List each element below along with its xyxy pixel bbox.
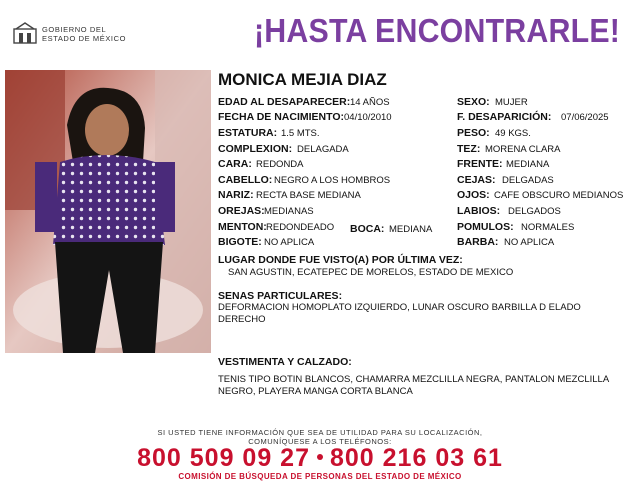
mouth-label: BOCA:: [350, 223, 385, 235]
cheekbones-label: POMULOS:: [457, 221, 514, 233]
sex-label: SEXO:: [457, 96, 490, 108]
birthdate-value: 04/10/2010: [344, 112, 392, 123]
page-title: ¡HASTA ENCONTRARLE!: [254, 12, 621, 49]
build-label: COMPLEXION:: [218, 143, 293, 155]
nose-value: RECTA BASE MEDIANA: [256, 190, 361, 201]
phone-number-2[interactable]: 800 216 03 61: [330, 444, 503, 472]
mouth-value: MEDIANA: [389, 224, 433, 235]
hair-label: CABELLO:: [218, 174, 273, 186]
clothing-value: TENIS TIPO BOTIN BLANCOS, CHAMARRA MEZCLILLA NEGRA, PANTALON MEZCLILLA NEGRO, PLAYERA MANGA CORTA BLANCA: [218, 374, 609, 397]
eyes-label: OJOS:: [457, 189, 490, 201]
complexion-tone-label: TEZ:: [457, 143, 481, 155]
distinguishing-marks-label: SENAS PARTICULARES:: [218, 290, 343, 302]
weight-label: PESO:: [457, 127, 490, 139]
ears-label: OREJAS:: [218, 205, 265, 217]
weight-value: 49 KGS.: [495, 128, 531, 139]
age-label: EDAD AL DESAPARECER:: [218, 96, 351, 108]
government-name-line1: GOBIERNO DEL: [42, 25, 107, 34]
last-seen-label: LUGAR DONDE FUE VISTO(A) POR ÚLTIMA VEZ:: [218, 254, 463, 266]
height-label: ESTATURA:: [218, 127, 278, 139]
clothing-label: VESTIMENTA Y CALZADO:: [218, 356, 352, 368]
face-value: REDONDA: [256, 159, 304, 170]
government-name-line2: ESTADO DE MÉXICO: [42, 34, 127, 43]
separator-dot-icon: [317, 454, 323, 460]
complexion-tone-value: MORENA CLARA: [485, 144, 561, 155]
forehead-label: FRENTE:: [457, 158, 503, 170]
commission-name: COMISIÓN DE BÚSQUEDA DE PERSONAS DEL ESTADO DE MÉXICO: [178, 472, 462, 481]
distinguishing-marks-value: DEFORMACION HOMOPLATO IZQUIERDO, LUNAR OSCURO BARBILLA D ELADO DERECHO: [218, 302, 581, 325]
ears-value: MEDIANAS: [264, 206, 314, 217]
eyes-value: CAFE OBSCURO MEDIANOS: [494, 190, 624, 201]
cheekbones-value: NORMALES: [521, 222, 575, 233]
lips-label: LABIOS:: [457, 205, 501, 217]
phone-numbers: [0, 444, 640, 473]
forehead-value: MEDIANA: [506, 159, 550, 170]
beard-label: BARBA:: [457, 236, 499, 248]
beard-value: NO APLICA: [504, 237, 555, 248]
height-value: 1.5 MTS.: [281, 128, 320, 139]
eyebrows-label: CEJAS:: [457, 174, 496, 186]
last-seen-value: SAN AGUSTIN, ECATEPEC DE MORELOS, ESTADO DE MEXICO: [228, 267, 514, 278]
birthdate-label: FECHA DE NACIMIENTO:: [218, 111, 344, 123]
sex-value: MUJER: [495, 97, 528, 108]
disappearance-date-value: 07/06/2025: [561, 112, 609, 123]
phone-number-1[interactable]: 800 509 09 27: [137, 444, 310, 472]
chin-label: MENTON:: [218, 221, 267, 233]
missing-person-photo: [5, 70, 211, 353]
disappearance-date-label: F. DESAPARICIÓN:: [457, 111, 552, 123]
person-name: MONICA MEJIA DIAZ: [218, 70, 387, 89]
contact-info-line1: SI USTED TIENE INFORMACIÓN QUE SEA DE UTILIDAD PARA SU LOCALIZACIÓN,: [157, 428, 483, 437]
nose-label: NARIZ:: [218, 189, 254, 201]
age-value: 14 AÑOS: [350, 97, 390, 108]
contact-info-line2: COMUNÍQUESE A LOS TELÉFONOS:: [248, 437, 392, 446]
mustache-value: NO APLICA: [264, 237, 315, 248]
eyebrows-value: DELGADAS: [502, 175, 554, 186]
build-value: DELAGADA: [297, 144, 349, 155]
hair-value: NEGRO A LOS HOMBROS: [274, 175, 391, 186]
lips-value: DELGADOS: [508, 206, 561, 217]
mustache-label: BIGOTE:: [218, 236, 262, 248]
chin-value: REDONDEADO: [266, 222, 335, 233]
state-seal-icon: [12, 21, 38, 45]
face-label: CARA:: [218, 158, 252, 170]
